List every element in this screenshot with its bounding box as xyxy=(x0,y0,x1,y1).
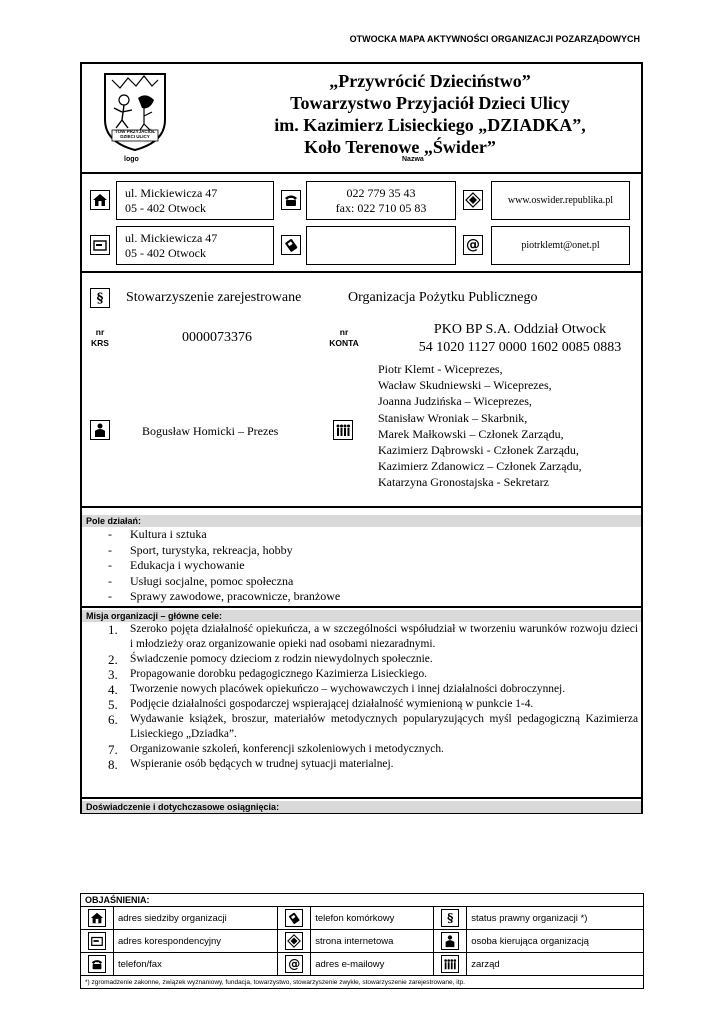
mission-item-text: Organizowanie szkoleń, konferencji szkoleniowych i metodycznych. xyxy=(130,743,444,755)
legend-icon-cell xyxy=(81,907,114,930)
person-icon xyxy=(441,932,459,950)
board-member: Kazimierz Zdanowicz – Członek Zarządu, xyxy=(378,459,582,474)
email-link[interactable]: piotrklemt@onet.pl xyxy=(521,240,600,251)
mission-item-text: Tworzenie nowych placówek opiekuńczo – wychowawczych i innej działalności dobroczynnej. xyxy=(130,683,566,695)
legend-footnote: *) zgromadzenie zakonne, związek wyznaniowy, fundacja, towarzystwo, stowarzyszenie zwykłe, stowarzyszenie zarejestrowane, itp. xyxy=(81,976,644,989)
legend-icon-cell xyxy=(434,930,467,953)
mission-item-number: 8. xyxy=(108,757,118,772)
mission-item-text: Szeroko pojęta działalność opiekuńcza, a w szczególności współudział w tworzeniu warunków rozwoju dzieci i młodzieży oraz organizowanie opieki nad osobami niezaradnymi. xyxy=(130,623,638,650)
account-label xyxy=(324,327,364,349)
mission-item xyxy=(106,667,638,682)
address-line: ul. Mickiewicza 47 xyxy=(125,231,218,245)
at-icon: @ xyxy=(463,235,483,255)
fax-number: fax: 022 710 05 83 xyxy=(335,201,427,215)
legend-label: status prawny organizacji *) xyxy=(467,907,644,930)
logo-caption: logo xyxy=(124,156,139,163)
logo-text: DZIECI ULICY xyxy=(120,134,150,139)
legal-status: Stowarzyszenie zarejestrowane xyxy=(126,290,302,305)
legend-label: zarząd xyxy=(467,953,644,976)
board-member: Kazimierz Dąbrowski - Członek Zarządu, xyxy=(378,443,579,458)
board-member: Katarzyna Gronostajska - Sekretarz xyxy=(378,475,549,490)
board-icon xyxy=(441,955,459,973)
account-label-line: KONTA xyxy=(329,338,359,348)
phone-icon xyxy=(281,190,301,210)
public-benefit-status: Organizacja Pożytku Publicznego xyxy=(348,290,538,305)
mission-item xyxy=(106,757,638,772)
website-link[interactable]: www.oswider.republika.pl xyxy=(507,195,614,206)
legend-heading: OBJAŚNIENIA: xyxy=(81,894,644,907)
legend-label: osoba kierująca organizacją xyxy=(467,930,644,953)
krs-label-line: KRS xyxy=(91,338,109,348)
mission-heading: Misja organizacji – główne cele: xyxy=(82,610,641,622)
fields-list xyxy=(108,527,628,605)
divider xyxy=(80,606,643,608)
paragraph-icon: § xyxy=(90,288,110,308)
mission-item-number: 4. xyxy=(108,682,118,697)
experience-heading: Doświadczenie i dotychczasowe osiągnięcia: xyxy=(82,801,641,813)
fields-heading: Pole działań: xyxy=(82,515,641,527)
mobile-phone-icon xyxy=(285,909,303,927)
field-item: - Usługi socjalne, pomoc społeczna xyxy=(108,574,628,590)
correspondence-address-box xyxy=(116,226,274,265)
mission-item xyxy=(106,742,638,757)
name-caption: Nazwa xyxy=(402,156,424,163)
mission-item xyxy=(106,712,638,742)
legend-label: adres siedziby organizacji xyxy=(114,907,278,930)
house-icon xyxy=(90,190,110,210)
mission-item xyxy=(106,622,638,652)
krs-number: 0000073376 xyxy=(182,330,252,345)
mission-item-text: Propagowanie dorobku pedagogicznego Kazimierza Lisieckiego. xyxy=(130,668,427,680)
mission-item-number: 7. xyxy=(108,742,118,757)
at-icon: @ xyxy=(285,955,303,973)
mailbox-icon xyxy=(90,235,110,255)
divider xyxy=(80,797,643,799)
mission-item-text: Wspieranie osób będących w trudnej sytuacji materialnej. xyxy=(130,758,394,770)
mission-item-number: 1. xyxy=(108,622,118,637)
legend-row xyxy=(81,907,644,930)
organization-name-line: Koło Terenowe „Świder” xyxy=(304,137,496,157)
mission-item xyxy=(106,697,638,712)
krs-label-line: nr xyxy=(95,327,105,337)
legend-icon-cell xyxy=(278,930,311,953)
divider xyxy=(80,506,643,508)
board-member: Piotr Klemt - Wiceprezes, xyxy=(378,362,503,376)
mobile-phone-icon xyxy=(281,235,301,255)
mission-item-number: 3. xyxy=(108,667,118,682)
divider xyxy=(80,172,643,174)
person-icon xyxy=(90,420,110,440)
mission-list-wrapper xyxy=(106,622,638,772)
web-icon xyxy=(463,190,483,210)
legend-rows xyxy=(81,907,644,976)
organization-name xyxy=(240,70,620,158)
legend-icon-cell xyxy=(434,907,467,930)
mission-item-text: Podjęcie działalności gospodarczej wspierającej działalność wymienioną w punkcie 1-4. xyxy=(130,698,534,710)
mission-item-number: 2. xyxy=(108,652,118,667)
legend-label: telefon/fax xyxy=(114,953,278,976)
document-header-title: OTWOCKA MAPA AKTYWNOŚCI ORGANIZACJI POZARZĄDOWYCH xyxy=(349,34,640,44)
phone-number: 022 779 35 43 xyxy=(346,186,416,200)
organization-name-line: im. Kazimierz Lisieckiego „DZIADKA”, xyxy=(274,115,586,135)
address-line: 05 - 402 Otwock xyxy=(125,246,206,260)
bank-account: 54 1020 1127 0000 1602 0085 0883 xyxy=(418,340,622,355)
legend-row xyxy=(81,930,644,953)
legend-label: adres korespondencyjny xyxy=(114,930,278,953)
organization-name-line: „Przywrócić Dzieciństwo” xyxy=(329,71,531,91)
website-box[interactable] xyxy=(491,181,630,220)
address-line: ul. Mickiewicza 47 xyxy=(125,186,218,200)
board-members-list xyxy=(378,361,638,491)
divider xyxy=(80,271,643,273)
mission-item xyxy=(106,652,638,667)
bank-info xyxy=(380,321,660,357)
board-member: Wacław Skudniewski – Wiceprezes, xyxy=(378,378,552,393)
mission-list xyxy=(106,622,638,772)
legend-icon-cell xyxy=(81,953,114,976)
account-label-line: nr xyxy=(339,327,349,337)
logo-text: TOW PRZYJACIÓŁ xyxy=(114,129,156,134)
legend-label: telefon komórkowy xyxy=(311,907,434,930)
mailbox-icon xyxy=(88,932,106,950)
legend xyxy=(80,893,644,989)
legend-label: adres e-mailowy xyxy=(311,953,434,976)
mission-item xyxy=(106,682,638,697)
leader-name: Bogusław Homicki – Prezes xyxy=(142,424,279,438)
legend-label: strona internetowa xyxy=(311,930,434,953)
house-icon xyxy=(88,909,106,927)
bank-name: PKO BP S.A. Oddział Otwock xyxy=(433,322,607,337)
legend-icon-cell xyxy=(278,907,311,930)
board-icon xyxy=(333,420,353,440)
logo xyxy=(100,70,170,152)
mobile-phone-box xyxy=(306,226,456,265)
field-item: - Sprawy zawodowe, pracownicze, branżowe xyxy=(108,589,628,605)
field-item: - Edukacja i wychowanie xyxy=(108,558,628,574)
legend-icon-cell xyxy=(278,953,311,976)
mission-item-number: 6. xyxy=(108,712,118,727)
legend-icon-cell xyxy=(434,953,467,976)
organization-name-line: Towarzystwo Przyjaciół Dzieci Ulicy xyxy=(290,93,570,113)
web-icon xyxy=(285,932,303,950)
mission-item-text: Świadczenie pomocy dzieciom z rodzin niewydolnych społecznie. xyxy=(130,653,433,665)
address-box xyxy=(116,181,274,220)
phone-icon xyxy=(88,955,106,973)
address-line: 05 - 402 Otwock xyxy=(125,201,206,215)
phone-fax-box xyxy=(306,181,456,220)
field-item: - Kultura i sztuka xyxy=(108,527,628,543)
field-item: - Sport, turystyka, rekreacja, hobby xyxy=(108,543,628,559)
mission-item-number: 5. xyxy=(108,697,118,712)
board-member: Marek Małkowski – Członek Zarządu, xyxy=(378,426,564,441)
legend-icon-cell xyxy=(81,930,114,953)
email-box[interactable] xyxy=(491,226,630,265)
paragraph-icon: § xyxy=(441,909,459,927)
fields-list-wrapper xyxy=(108,527,628,605)
legend-table xyxy=(80,893,644,989)
board-member: Joanna Judzińska – Wiceprezes, xyxy=(378,394,532,409)
board-member: Stanisław Wroniak – Skarbnik, xyxy=(378,410,528,425)
legend-row xyxy=(81,953,644,976)
mission-item-text: Wydawanie książek, broszur, materiałów metodycznych popularyzujących myśl pedagogiczną Kazimierza Lisieckiego „Dziadka”. xyxy=(130,713,638,740)
krs-label xyxy=(86,327,114,349)
